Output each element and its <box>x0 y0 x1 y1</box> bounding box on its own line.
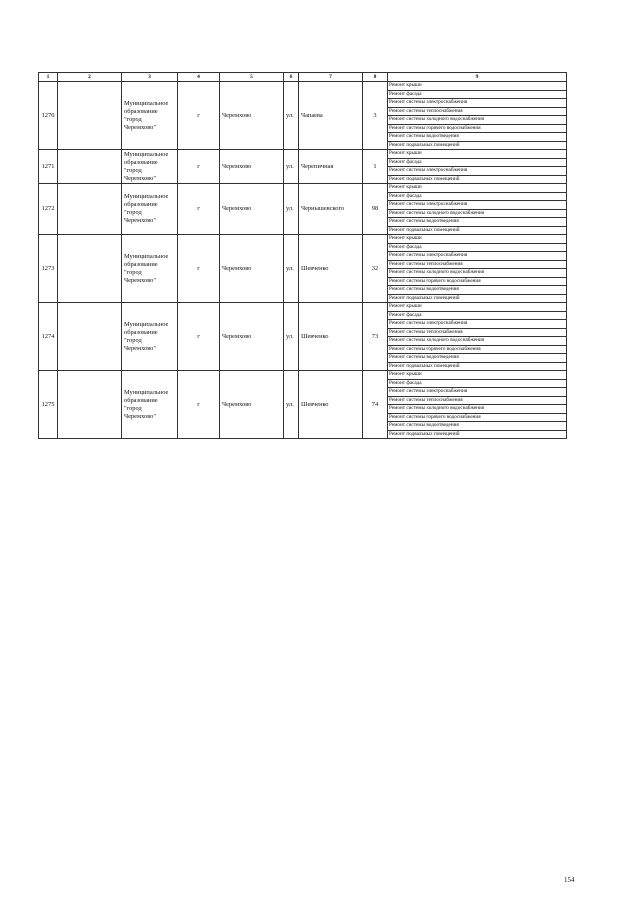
work-item-cell: Ремонт фасада <box>388 90 567 99</box>
table-row <box>39 235 567 244</box>
work-item-cell: Ремонт системы электроснабжения <box>388 320 567 329</box>
street-cell: Шевченко <box>299 235 363 303</box>
settlement-type-cell: г <box>178 235 220 303</box>
work-item-cell: Ремонт крыши <box>388 303 567 312</box>
municipality-cell <box>122 184 178 235</box>
column-header: 4 <box>178 73 220 82</box>
work-item-cell: Ремонт системы холодного водоснабжения <box>388 209 567 218</box>
settlement-type-cell: г <box>178 184 220 235</box>
work-item-cell: Ремонт крыши <box>388 235 567 244</box>
work-item-cell: Ремонт системы горячего водоснабжения <box>388 124 567 133</box>
municipality-line: Черемхово" <box>124 344 156 352</box>
street-type-cell: ул. <box>284 184 299 235</box>
row-number-cell: 1273 <box>39 235 58 303</box>
empty-cell <box>58 150 122 184</box>
municipality-line: "город <box>124 336 142 344</box>
row-number-cell: 1272 <box>39 184 58 235</box>
empty-cell <box>58 235 122 303</box>
repair-program-table <box>38 72 567 439</box>
work-item-cell: Ремонт крыши <box>388 150 567 159</box>
empty-cell <box>58 82 122 150</box>
column-header: 7 <box>299 73 363 82</box>
empty-cell <box>58 303 122 371</box>
municipality-line: Муниципальное <box>124 320 169 328</box>
table-row <box>39 184 567 193</box>
work-item-cell: Ремонт системы водоотведения <box>388 218 567 227</box>
work-item-cell: Ремонт системы горячего водоснабжения <box>388 413 567 422</box>
municipality-line: Муниципальное <box>124 252 169 260</box>
municipality-line: "город <box>124 209 142 216</box>
street-cell: Шевченко <box>299 303 363 371</box>
settlement-type-cell: г <box>178 303 220 371</box>
city-cell: Черемхово <box>220 235 284 303</box>
work-item-cell: Ремонт системы электроснабжения <box>388 99 567 108</box>
work-item-cell: Ремонт системы электроснабжения <box>388 388 567 397</box>
work-item-cell: Ремонт системы холодного водоснабжения <box>388 269 567 278</box>
municipality-line: Муниципальное <box>124 150 169 158</box>
empty-cell <box>58 371 122 439</box>
street-cell: Шевченко <box>299 371 363 439</box>
city-cell: Черемхово <box>220 371 284 439</box>
municipality-line: Черемхово" <box>124 123 156 131</box>
municipality-line: Муниципальное <box>124 388 169 396</box>
row-number-cell: 1270 <box>39 82 58 150</box>
municipality-line: "город <box>124 404 142 412</box>
work-item-cell: Ремонт системы горячего водоснабжения <box>388 345 567 354</box>
street-cell: Черепичная <box>299 150 363 184</box>
work-item-cell: Ремонт системы электроснабжения <box>388 201 567 210</box>
table-row <box>39 82 567 91</box>
city-cell: Черемхово <box>220 303 284 371</box>
municipality-line: образование <box>124 158 158 166</box>
municipality-line: Черемхово" <box>124 174 156 182</box>
empty-cell <box>58 184 122 235</box>
column-header: 3 <box>122 73 178 82</box>
column-header: 6 <box>284 73 299 82</box>
column-header: 5 <box>220 73 284 82</box>
municipality-line: Муниципальное <box>124 193 169 200</box>
municipality-line: образование <box>124 260 158 268</box>
work-item-cell: Ремонт крыши <box>388 82 567 91</box>
municipality-line: Черемхово" <box>124 217 156 224</box>
house-number-cell: 74 <box>363 371 388 439</box>
street-type-cell: ул. <box>284 235 299 303</box>
column-header: 2 <box>58 73 122 82</box>
page-number: 154 <box>564 876 575 884</box>
street-cell: Чернышевского <box>299 184 363 235</box>
table-body <box>39 82 567 439</box>
work-item-cell: Ремонт системы теплоснабжения <box>388 260 567 269</box>
table-row <box>39 150 567 159</box>
work-item-cell: Ремонт системы теплоснабжения <box>388 328 567 337</box>
table-row <box>39 303 567 312</box>
house-number-cell: 98 <box>363 184 388 235</box>
municipality-cell <box>122 303 178 371</box>
work-item-cell: Ремонт системы холодного водоснабжения <box>388 405 567 414</box>
municipality-line: "город <box>124 268 142 276</box>
work-item-cell: Ремонт подвальных помещений <box>388 175 567 184</box>
work-item-cell: Ремонт системы электроснабжения <box>388 167 567 176</box>
header-row <box>39 73 567 82</box>
house-number-cell: 1 <box>363 150 388 184</box>
municipality-cell <box>122 235 178 303</box>
work-item-cell: Ремонт фасада <box>388 192 567 201</box>
settlement-type-cell: г <box>178 82 220 150</box>
street-type-cell: ул. <box>284 150 299 184</box>
street-type-cell: ул. <box>284 371 299 439</box>
work-item-cell: Ремонт подвальных помещений <box>388 430 567 439</box>
municipality-line: образование <box>124 328 158 336</box>
work-item-cell: Ремонт системы теплоснабжения <box>388 107 567 116</box>
house-number-cell: 73 <box>363 303 388 371</box>
row-number-cell: 1274 <box>39 303 58 371</box>
municipality-line: образование <box>124 201 158 208</box>
work-item-cell: Ремонт системы электроснабжения <box>388 252 567 261</box>
column-header: 1 <box>39 73 58 82</box>
work-item-cell: Ремонт фасада <box>388 311 567 320</box>
row-number-cell: 1275 <box>39 371 58 439</box>
work-item-cell: Ремонт фасада <box>388 243 567 252</box>
work-item-cell: Ремонт системы водоотведения <box>388 133 567 142</box>
municipality-line: Муниципальное <box>124 99 169 107</box>
house-number-cell: 32 <box>363 235 388 303</box>
municipality-line: образование <box>124 107 158 115</box>
work-item-cell: Ремонт подвальных помещений <box>388 141 567 150</box>
work-item-cell: Ремонт системы водоотведения <box>388 422 567 431</box>
municipality-cell <box>122 82 178 150</box>
work-item-cell: Ремонт подвальных помещений <box>388 362 567 371</box>
city-cell: Черемхово <box>220 150 284 184</box>
street-cell: Чапаева <box>299 82 363 150</box>
work-item-cell: Ремонт крыши <box>388 184 567 193</box>
settlement-type-cell: г <box>178 150 220 184</box>
settlement-type-cell: г <box>178 371 220 439</box>
municipality-cell <box>122 150 178 184</box>
work-item-cell: Ремонт фасада <box>388 158 567 167</box>
street-type-cell: ул. <box>284 303 299 371</box>
work-item-cell: Ремонт системы водоотведения <box>388 286 567 295</box>
work-item-cell: Ремонт подвальных помещений <box>388 294 567 303</box>
work-item-cell: Ремонт системы холодного водоснабжения <box>388 116 567 125</box>
column-header: 9 <box>388 73 567 82</box>
house-number-cell: 3 <box>363 82 388 150</box>
work-item-cell: Ремонт фасада <box>388 379 567 388</box>
work-item-cell: Ремонт крыши <box>388 371 567 380</box>
municipality-line: образование <box>124 396 158 404</box>
column-header: 8 <box>363 73 388 82</box>
row-number-cell: 1271 <box>39 150 58 184</box>
work-item-cell: Ремонт подвальных помещений <box>388 226 567 235</box>
municipality-line: "город <box>124 166 142 174</box>
municipality-cell <box>122 371 178 439</box>
municipality-line: "город <box>124 115 142 123</box>
municipality-line: Черемхово" <box>124 276 156 284</box>
municipality-line: Черемхово" <box>124 412 156 420</box>
table-row <box>39 371 567 380</box>
city-cell: Черемхово <box>220 82 284 150</box>
work-item-cell: Ремонт системы водоотведения <box>388 354 567 363</box>
work-item-cell: Ремонт системы горячего водоснабжения <box>388 277 567 286</box>
street-type-cell: ул. <box>284 82 299 150</box>
city-cell: Черемхово <box>220 184 284 235</box>
work-item-cell: Ремонт системы холодного водоснабжения <box>388 337 567 346</box>
work-item-cell: Ремонт системы теплоснабжения <box>388 396 567 405</box>
